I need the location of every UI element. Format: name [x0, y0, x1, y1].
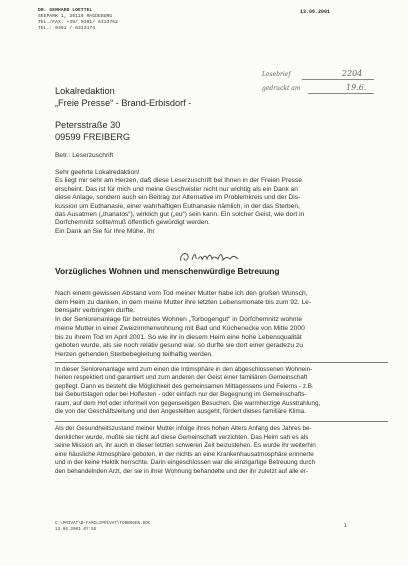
paragraph-line: und in der keine Hektik herrschte. Darin eingeschlossen war die einzigartige Betreuung durch [55, 459, 316, 467]
paragraph-line: meine Mutter in einer Zweizimmerwohnung mit Bad und Küchenecke von Mitte 2000 [55, 324, 305, 332]
letter-line: erscheint. Das ist für mich und meine Geschwister nicht nur wichtig als ein Dank an [55, 185, 298, 193]
paragraph-1 [55, 290, 390, 360]
letter-line: das Ausatmen („thanatos“), wirklich gut („eu“) sein kann. Ein solcher Geist, wie dort in [55, 211, 305, 219]
paragraph-line: In der Seniorenanlage für betreutes Wohnen „Torbogengut“ in Dorfchemnitz wohnte [55, 316, 303, 324]
handwritten-signature [178, 250, 248, 264]
document-footer [55, 521, 150, 532]
sender-name: DR. GERHARD LOETTEL [38, 8, 93, 13]
article-heading: Vorzügliches Wohnen und menschenwürdige Betreuung [55, 266, 280, 276]
letter-line: kussion um Euthanasie, einer wahrhaftigen Euthanasie nämlich, in der das Sterben, [55, 202, 300, 210]
paragraph-line: die von der Geschäftsleitung und den Angestellten ausgeht, fördert dieses familiäre Klima. [55, 408, 306, 416]
paragraph-line: In dieser Seniorenanlage wird zum einen die Intimsphäre in den abgeschlossenen Wohnein- [55, 366, 313, 373]
page-number: 1 [344, 523, 347, 529]
recipient-line-1: Lokalredaktion [55, 86, 115, 96]
subject-line: Betr.: Leserzuschrift [55, 152, 114, 159]
sender-tel: TEL.: 0391 / 6313174 [38, 26, 96, 31]
stamp-number: 2204 [342, 69, 363, 78]
received-stamp [258, 67, 378, 107]
paragraph-line: Nach einem gewissen Abstand vom Tod meiner Mutter habe ich den großen Wunsch, [55, 290, 308, 297]
paragraph-line: eine häusliche Atmosphäre geboten, in der nichts an eine Krankenhausatmosphäre erinnerte [55, 450, 314, 458]
paragraph-line: Als der Gesundheitszustand meiner Mutter infolge ihres hohen Alters Anfang des Jahres be- [55, 425, 312, 432]
letter-date: 13.06.2001 [300, 9, 331, 15]
stamp-date: 19.6. [346, 83, 367, 92]
letter-line: Dorfchemnitz sollte/muß öffentlich gewürdigt werden. [55, 219, 210, 227]
paragraph-line: bei Geburtstagen oder bei Hoffesten - oder einfach nur der Begegnung im Gemeinschafts- [55, 391, 307, 399]
file-path: C:\PRIVAT\B-FAMILIPRIVAT\TORBOGEN.DOC [55, 521, 151, 526]
letter-line: Es liegt mir sehr am Herzen, daß diese Leserzuschrift bei Ihnen in der Freien Presse [55, 177, 303, 185]
paragraph-line: gepflegt. Dann es besteht die Möglichkeit des gemeinsamen Mittagessens und Feierns - z.B. [55, 382, 314, 390]
paragraph-line: dem Heim zu danken, in dem meine Mutter ihre letzten Lebensmonate bis zum 92. Le- [55, 298, 312, 306]
paragraph-line: bensjahr verbringen durfte. [55, 307, 135, 315]
divider [55, 421, 388, 422]
letter-line: Sehr geehrte Lokalredaktion! [55, 169, 140, 176]
cover-letter [55, 169, 390, 236]
stamp-rule-2 [308, 93, 374, 94]
stamp-label-1: Lesebrief [262, 71, 291, 78]
sender-block [38, 8, 118, 32]
paragraph-line: denklicher wurde, mußte sie nicht auf diese Gemeinschaft verzichten. Das Heim sah es als [55, 433, 309, 441]
paragraph-line: Herzen gehenden Sterbebegleitung teilhaftig werden. [55, 350, 214, 358]
recipient-line-2: „Freie Presse“ - Brand-Erbisdorf - [55, 97, 192, 108]
stamp-label-2: gedruckt am [262, 85, 301, 92]
paragraph-line: den behandelnden Arzt, der sie in ihrer Wohnung behandelte und der ihr zuletzt auf alle er- [55, 467, 308, 475]
recipient-address [55, 86, 191, 143]
stamp-rule-1 [302, 79, 374, 80]
sender-address: SEEPARK 1, 39116 MAGDEBURG [38, 14, 113, 19]
sender-telfax: TEL./FAX: +49/ 0391/ 6313752 [38, 20, 118, 25]
paragraph-3 [55, 425, 390, 477]
paragraph-line: geboten wurde, als sie noch relativ gesund war, so durfte sie dort einer geradezu zu [55, 342, 303, 350]
recipient-street: Petersstraße 30 [55, 120, 121, 130]
paragraph-line: heiten respektiert und garantiert und zum anderen der Geist einer familiären Gemeinschaft [55, 374, 308, 382]
recipient-city: 09599 FREIBERG [55, 131, 131, 142]
paragraph-line: seine Mission an, ihr auch in dieser letzten schweren Zeit beizustehen. Es wurde ihr weiterhin [55, 442, 316, 450]
print-timestamp: 13.06.2001 07:55 [55, 526, 97, 532]
paragraph-line: raum, auf dem Hof oder informell von gegenseitigen Besuchen. Die warmherzige Ausstrahlung, [55, 399, 321, 407]
divider [55, 362, 388, 363]
paragraph-line: bis zu ihrem Tod im April 2001. So wie ihr in diesem Heim eine hohe Lebensqualität [55, 333, 302, 341]
letter-line: Ein Dank an Sie für Ihre Mühe, Ihr [55, 227, 155, 235]
letter-line: diese Anlage, sondern auch ein Beitrag zur Alternative im Problemkreis und der Dis- [55, 194, 301, 202]
paragraph-2 [55, 366, 390, 416]
